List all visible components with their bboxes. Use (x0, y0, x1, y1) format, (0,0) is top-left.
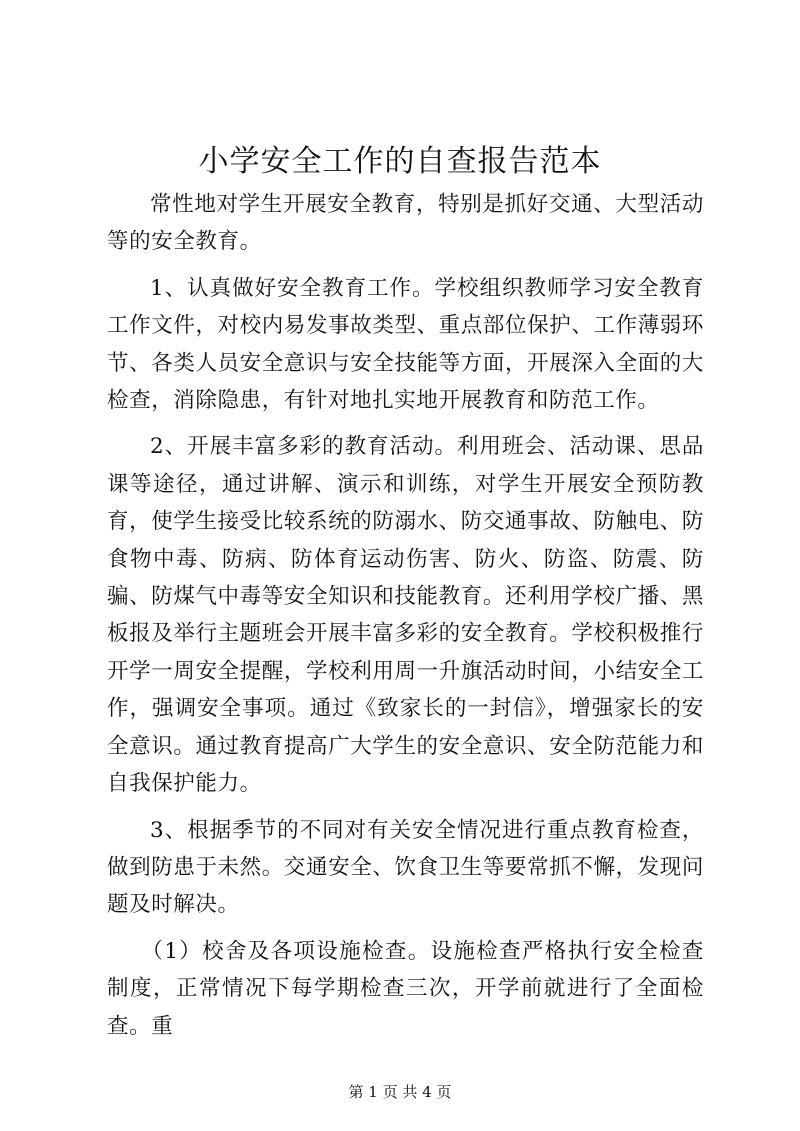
paragraph-item-3: 3、根据季节的不同对有关安全情况进行重点教育检查，做到防患于未然。交通安全、饮食卫生等要常抓不懈，发现问题及时解决。 (107, 817, 704, 918)
paragraph-intro: 常性地对学生开展安全教育，特别是抓好交通、大型活动等的安全教育。 (107, 192, 704, 255)
page-title: 小学安全工作的自查报告范本 (198, 144, 602, 179)
page-number-footer: 第 1 页 共 4 页 (348, 1083, 452, 1101)
document-body (107, 186, 704, 1045)
paragraph-item-2: 2、开展丰富多彩的教育活动。利用班会、活动课、思品课等途径，通过讲解、演示和训练，对学生开展安全预防教育，使学生接受比较系统的防溺水、防交通事故、防触电、防食物中毒、防病、防体育运动伤害、防火、防盗、防震、防骗、防煤气中毒等安全知识和技能教育。还利用学校广播、黑板报及举行主题班会开展丰富多彩的安全教育。学校积极推行开学一周安全提醒，学校利用周一升旗活动时间，小结安全工作，强调安全事项。通过《致家长的一封信》，增强家长的安全意识。通过教育提高广大学生的安全意识、安全防范能力和自我保护能力。 (107, 434, 704, 797)
paragraph-item-1: 1、认真做好安全教育工作。学校组织教师学习安全教育工作文件，对校内易发事故类型、重点部位保护、工作薄弱环节、各类人员安全意识与安全技能等方面，开展深入全面的大检查，消除隐患，有针对地扎实地开展教育和防范工作。 (107, 275, 704, 414)
paragraph-subitem-1: （1）校舍及各项设施检查。设施检查严格执行安全检查制度，正常情况下每学期检查三次，开学前就进行了全面检查。重 (107, 938, 704, 1039)
